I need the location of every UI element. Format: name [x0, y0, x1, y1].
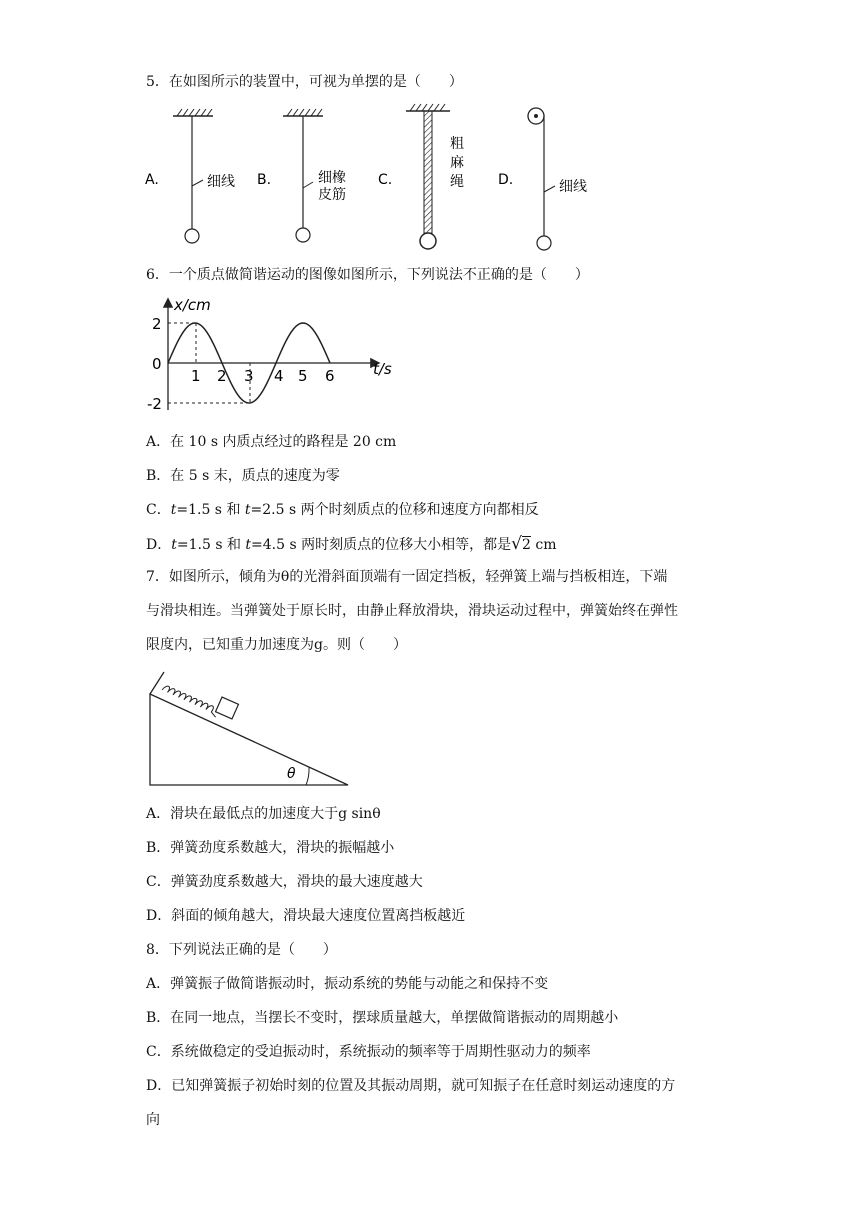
q7-stem-line-1: 7．如图所示，倾角为θ的光滑斜面顶端有一固定挡板，轻弹簧上端与挡板相连，下端 — [146, 569, 668, 585]
angle-label: θ — [287, 766, 296, 782]
pendulum-b — [283, 109, 346, 242]
q7-option-d: D．斜面的倾角越大，滑块最大速度位置离挡板越近 — [146, 908, 466, 924]
q6-option-a: A．在 10 s 内质点经过的路程是 20 cm — [146, 434, 397, 450]
q5-c-label-3: 绳 — [450, 174, 464, 190]
q5-d-label: 细线 — [559, 179, 587, 195]
pendulum-d — [528, 108, 587, 250]
q8-option-c: C．系统做稳定的受迫振动时，系统振动的频率等于周期性驱动力的频率 — [146, 1044, 591, 1060]
q6-stem: 6．一个质点做简谐运动的图像如图所示，下列说法不正确的是（ ） — [146, 267, 589, 283]
q8-option-b: B．在同一地点，当摆长不变时，摆球质量越大，单摆做简谐振动的周期越小 — [146, 1010, 619, 1026]
q5-option-d-letter: D. — [498, 172, 514, 188]
fixed-baffle — [150, 672, 164, 694]
x-axis-label: t/s — [373, 360, 392, 378]
q8-stem: 8．下列说法正确的是（ ） — [146, 942, 337, 958]
q5-option-a-letter: A. — [145, 172, 159, 188]
x-tick-2: 2 — [217, 367, 227, 385]
q7-option-a: A．滑块在最低点的加速度大于g sinθ — [146, 806, 381, 822]
q8-option-a: A．弹簧振子做简谐振动时，振动系统的势能与动能之和保持不变 — [146, 976, 549, 992]
slider-block — [216, 697, 239, 719]
x-tick-5: 5 — [298, 367, 308, 385]
q8-option-d: D．已知弹簧振子初始时刻的位置及其振动周期，就可知振子在任意时刻运动速度的方 — [146, 1078, 676, 1094]
q5-a-label: 细线 — [207, 174, 235, 190]
q5-c-label-2: 麻 — [450, 155, 464, 171]
q5-b-label-1: 细橡 — [318, 170, 346, 186]
pendulum-a — [173, 109, 235, 243]
q7-stem-line-2: 与滑块相连。当弹簧处于原长时，由静止释放滑块，滑块运动过程中，弹簧始终在弹性 — [146, 603, 678, 619]
q7-stem-line-3: 限度内，已知重力加速度为g。则（ ） — [146, 637, 407, 653]
x-tick-3: 3 — [244, 367, 254, 385]
q5-stem: 5．在如图所示的装置中，可视为单摆的是（ ） — [146, 74, 463, 90]
q5-option-c-letter: C. — [378, 172, 393, 188]
q5-c-label-1: 粗 — [450, 136, 464, 152]
angle-arc — [306, 767, 309, 785]
q5-b-label-2: 皮筋 — [318, 187, 346, 203]
y-axis-label: x/cm — [174, 296, 211, 314]
x-tick-4: 4 — [274, 367, 284, 385]
pendulum-c — [406, 104, 464, 249]
q6-option-b: B．在 5 s 末，质点的速度为零 — [146, 468, 340, 484]
q6-option-d: D．t=1.5 s 和 t=4.5 s 两时刻质点的位移大小相等，都是√2 cm — [146, 534, 557, 554]
y-tick-neg2: -2 — [147, 395, 162, 413]
q7-option-c: C．弹簧劲度系数越大，滑块的最大速度越大 — [146, 874, 423, 890]
q8-option-d-cont: 向 — [146, 1112, 160, 1128]
x-tick-6: 6 — [325, 367, 335, 385]
q6-shm-graph — [146, 292, 396, 420]
q7-option-b: B．弹簧劲度系数越大，滑块的振幅越小 — [146, 840, 395, 856]
q5-pendulum-figure — [140, 100, 610, 255]
x-tick-1: 1 — [191, 367, 201, 385]
y-tick-0: 0 — [152, 355, 162, 373]
q6-option-c: C．t=1.5 s 和 t=2.5 s 两个时刻质点的位移和速度方向都相反 — [146, 502, 539, 518]
q5-option-b-letter: B. — [257, 172, 272, 188]
incline — [150, 694, 348, 785]
y-tick-2: 2 — [152, 315, 162, 333]
q7-incline-figure — [146, 668, 356, 790]
